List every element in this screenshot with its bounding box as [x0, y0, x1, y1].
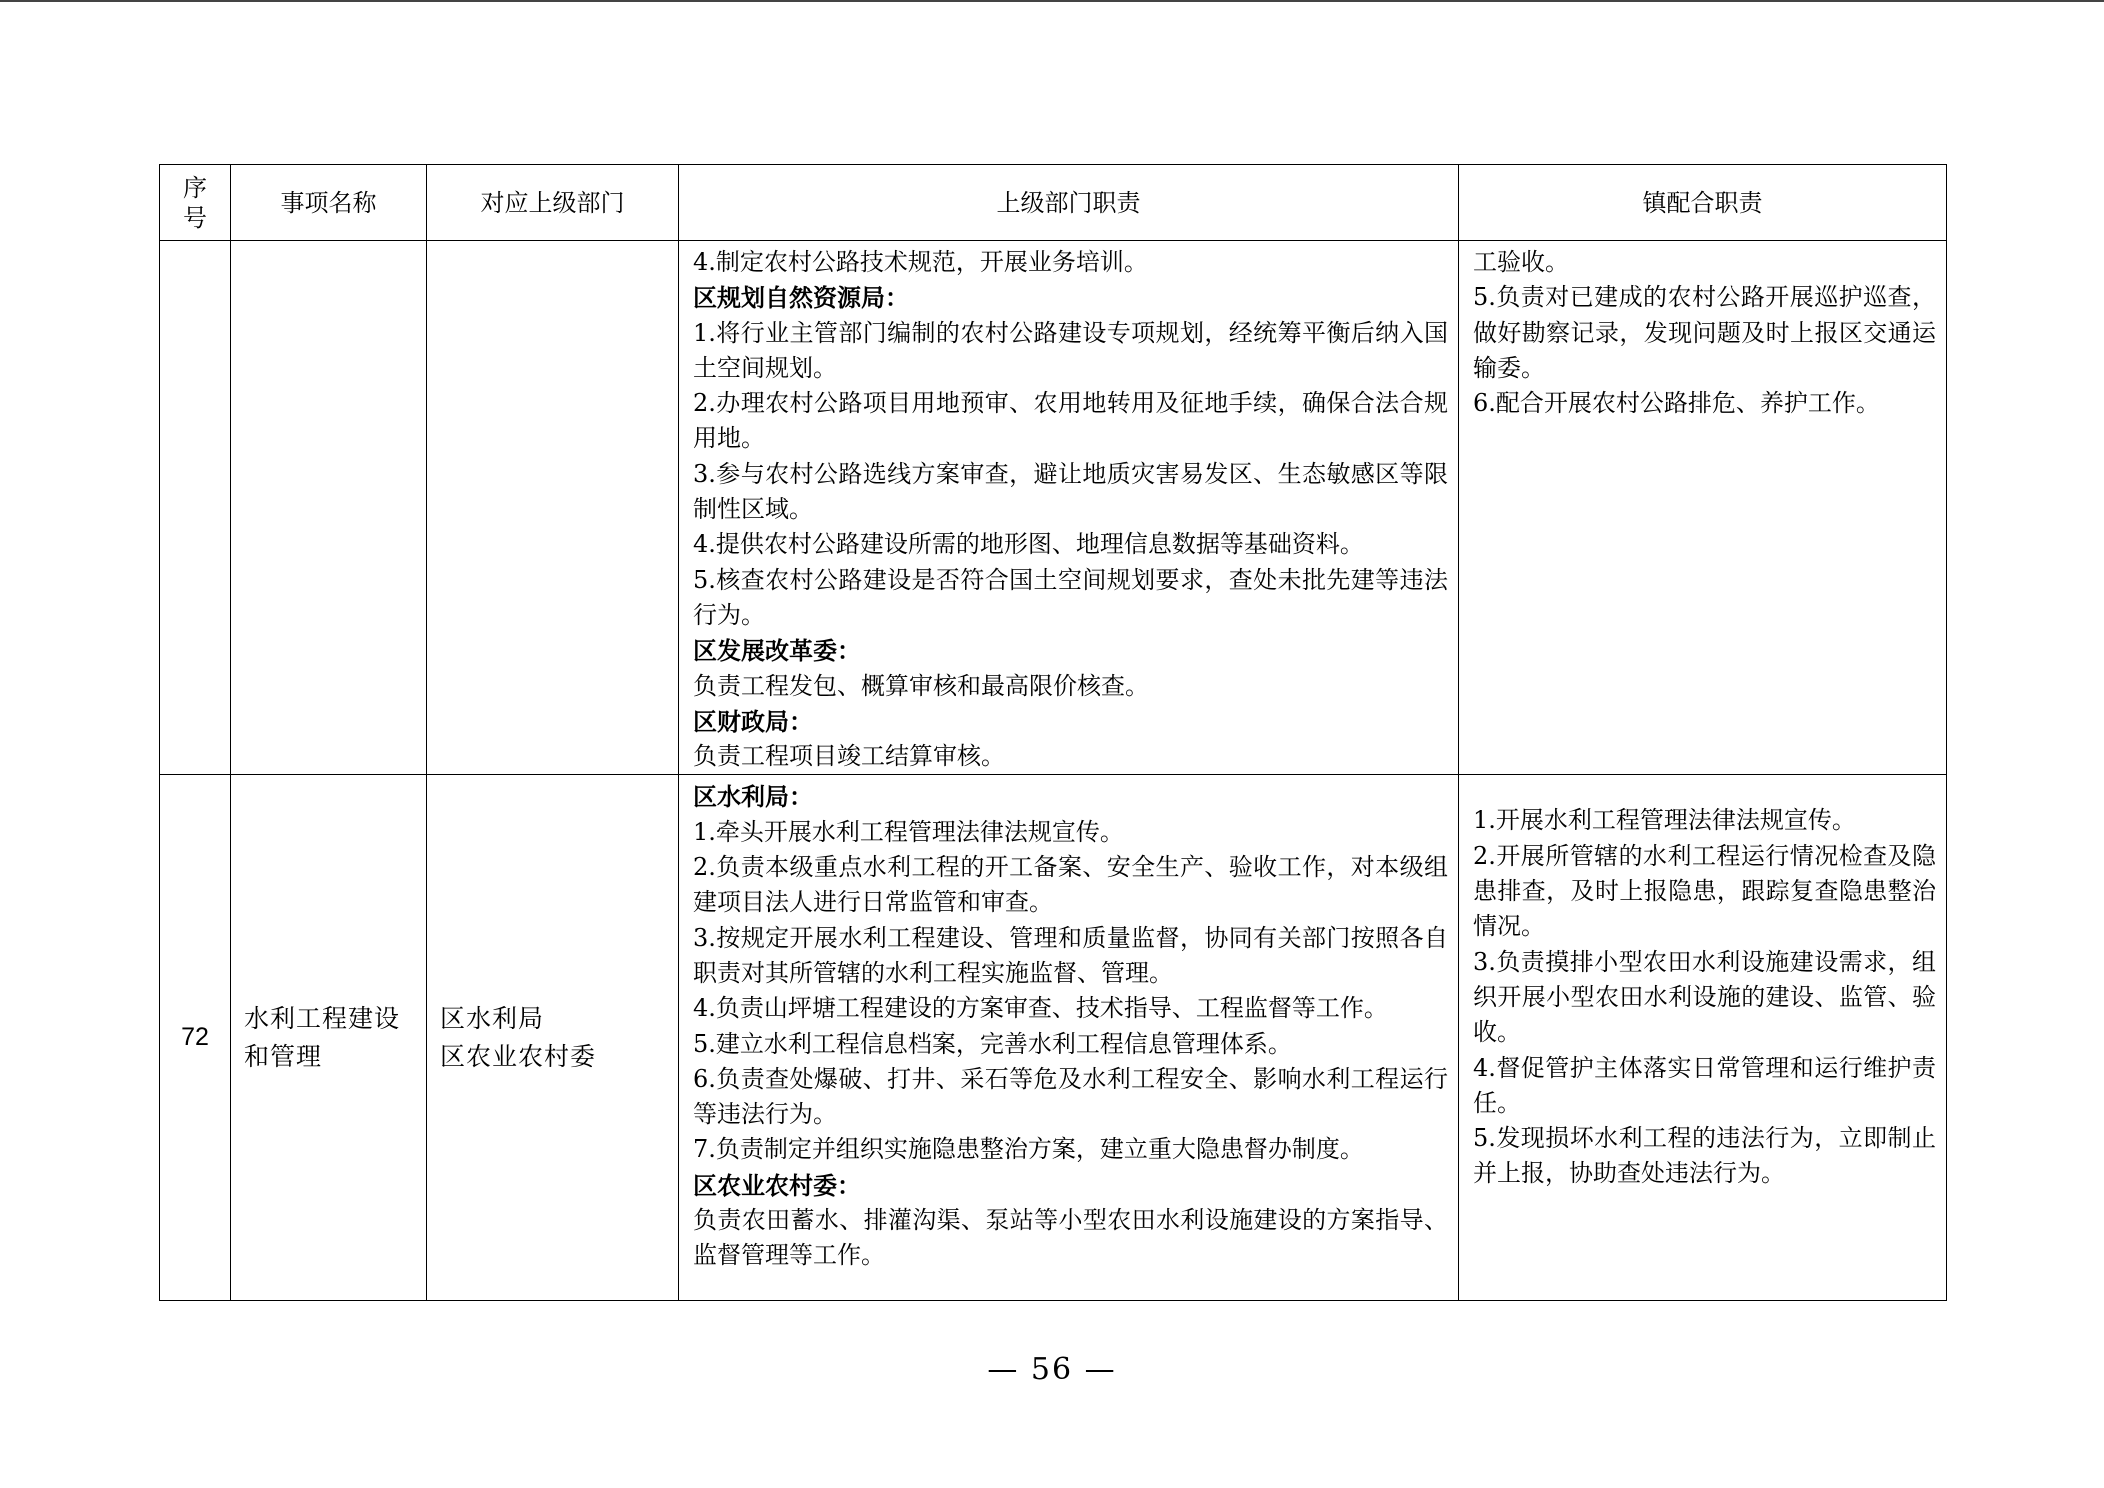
header-seq — [160, 165, 231, 241]
town-duty-item: 6.配合开展农村公路排危、养护工作。 — [1473, 389, 1880, 418]
table-row — [160, 775, 1947, 1301]
item-name-text: 水利工程建设和管理 — [244, 1003, 401, 1071]
duty-item: 7.负责制定并组织实施隐患整治方案，建立重大隐患督办制度。 — [693, 1135, 1364, 1164]
duty-item: 5.核查农村公路建设是否符合国土空间规划要求，查处未批先建等违法行为。 — [693, 565, 1448, 629]
header-seq-line-2: 号 — [183, 203, 207, 232]
upper-dept-name: 区水利局 — [440, 1003, 545, 1033]
duty-item: 负责农田蓄水、排灌沟渠、泵站等小型农田水利设施建设的方案指导、监督管理等工作。 — [693, 1206, 1448, 1270]
duty-item: 4.提供农村公路建设所需的地形图、地理信息数据等基础资料。 — [693, 530, 1364, 559]
upper-duties-cell — [679, 775, 1459, 1301]
table-row — [160, 241, 1947, 775]
upper-dept-list — [427, 1000, 678, 1076]
header-upper-duties: 上级部门职责 — [679, 165, 1459, 241]
item-name-cell — [231, 775, 427, 1301]
town-duty-item: 4.督促管护主体落实日常管理和运行维护责任。 — [1473, 1053, 1936, 1117]
town-duty-item: 3.负责摸排小型农田水利设施建设需求，组织开展小型农田水利设施的建设、监管、验收。 — [1473, 947, 1936, 1047]
town-duty-item: 5.发现损坏水利工程的违法行为，立即制止并上报，协助查处违法行为。 — [1473, 1124, 1936, 1188]
duty-dept-heading: 区财政局： — [693, 706, 813, 736]
duty-dept-heading: 区水利局： — [693, 782, 813, 812]
upper-duties-cell — [679, 241, 1459, 775]
seq-cell — [160, 241, 231, 775]
duty-table — [159, 164, 1947, 1301]
town-duty-item: 1.开展水利工程管理法律法规宣传。 — [1473, 806, 1856, 835]
town-duty-item: 工验收。 — [1473, 248, 1569, 276]
duty-item: 1.牵头开展水利工程管理法律法规宣传。 — [693, 817, 1124, 846]
duty-dept-heading: 区规划自然资源局： — [693, 283, 909, 313]
upper-dept-cell — [427, 775, 679, 1301]
upper-dept-cell — [427, 241, 679, 775]
town-duty-item: 5.负责对已建成的农村公路开展巡护巡查，做好勘察记录，发现问题及时上报区交通运输委。 — [1473, 283, 1936, 382]
seq-cell: 72 — [160, 775, 231, 1301]
duty-item: 2.办理农村公路项目用地预审、农用地转用及征地手续，确保合法合规用地。 — [693, 389, 1448, 453]
duty-item: 6.负责查处爆破、打井、采石等危及水利工程安全、影响水利工程运行等违法行为。 — [693, 1064, 1448, 1129]
upper-dept-name: 区农业农村委 — [440, 1041, 597, 1071]
town-duties-cell — [1459, 241, 1947, 775]
header-seq-line-1: 序 — [183, 173, 207, 202]
duty-item: 4.负责山坪塘工程建设的方案审查、技术指导、工程监督等工作。 — [693, 994, 1388, 1023]
header-item-name: 事项名称 — [231, 165, 427, 241]
duty-item: 3.按规定开展水利工程建设、管理和质量监督，协同有关部门按照各自职责对其所管辖的水利工程实施监督、管理。 — [693, 923, 1448, 987]
duty-dept-heading: 区发展改革委： — [693, 636, 861, 666]
town-duties-cell — [1459, 775, 1947, 1301]
duty-item: 负责工程项目竣工结算审核。 — [693, 742, 1005, 771]
duty-item: 5.建立水利工程信息档案，完善水利工程信息管理体系。 — [693, 1029, 1292, 1058]
duty-item: 负责工程发包、概算审核和最高限价核查。 — [693, 671, 1149, 700]
top-border-rule — [0, 0, 2104, 2]
town-duty-item: 2.开展所管辖的水利工程运行情况检查及隐患排查，及时上报隐患，跟踪复查隐患整治情况。 — [1473, 841, 1936, 941]
duty-item: 1.将行业主管部门编制的农村公路建设专项规划，经统筹平衡后纳入国土空间规划。 — [693, 318, 1448, 382]
item-name-cell — [231, 241, 427, 775]
header-upper-dept: 对应上级部门 — [427, 165, 679, 241]
duty-item: 2.负责本级重点水利工程的开工备案、安全生产、验收工作，对本级组建项目法人进行日常监管和审查。 — [693, 853, 1448, 917]
page-number: — 56 — — [987, 1352, 1117, 1387]
duty-item: 3.参与农村公路选线方案审查，避让地质灾害易发区、生态敏感区等限制性区域。 — [693, 459, 1448, 524]
duty-item: 4.制定农村公路技术规范，开展业务培训。 — [693, 248, 1148, 276]
header-town-duties: 镇配合职责 — [1459, 165, 1947, 241]
table-header-row — [160, 165, 1947, 241]
duty-dept-heading: 区农业农村委： — [693, 1170, 861, 1200]
